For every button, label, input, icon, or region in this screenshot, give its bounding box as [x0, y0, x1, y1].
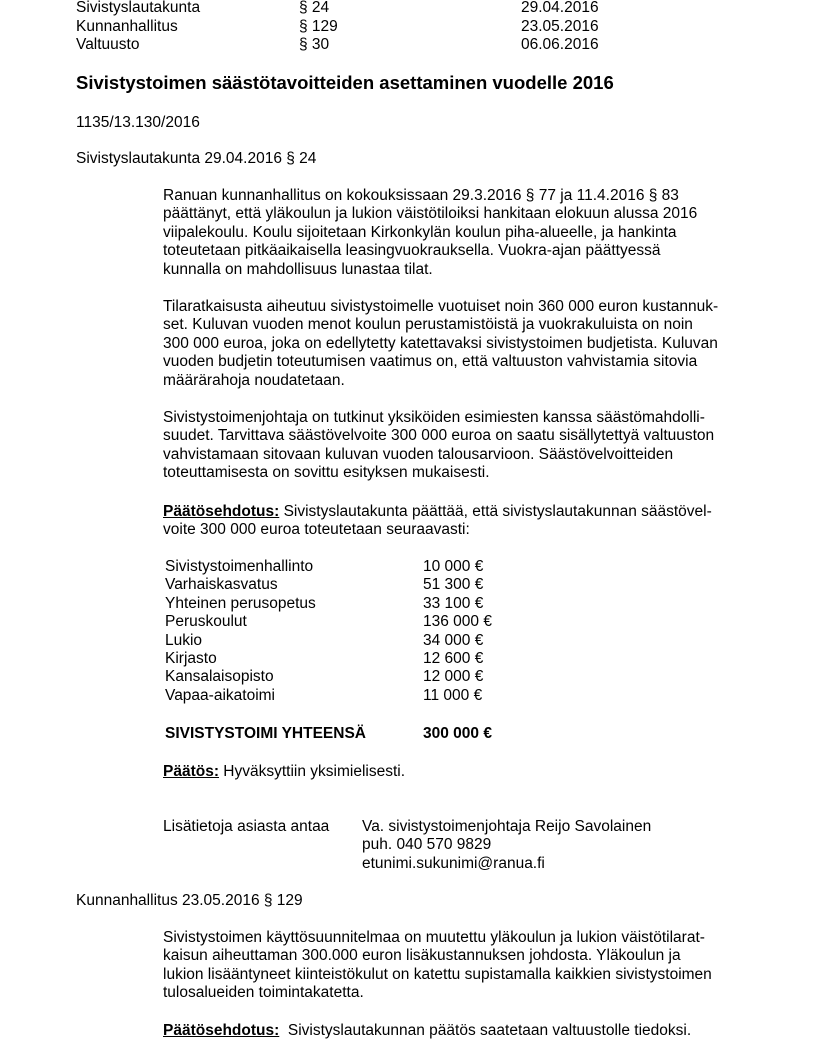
contact-label: Lisätietoja asiasta antaa	[163, 818, 330, 835]
decision: Päätös: Hyväksyttiin yksimielisesti.	[163, 763, 406, 780]
decision-label: Päätös:	[163, 763, 219, 780]
document-title: Sivistystoimen säästötavoitteiden asettaminen vuodelle 2016	[76, 72, 614, 93]
header-body: Sivistyslautakunta	[76, 0, 201, 16]
contact-name: Va. sivistystoimenjohtaja Reijo Savolainen	[362, 818, 652, 835]
reference-number: 1135/13.130/2016	[76, 114, 200, 131]
header-body: Valtuusto	[76, 36, 140, 53]
budget-row: Sivistystoimenhallinto 10 000 €	[165, 558, 484, 575]
header-body: Kunnanhallitus	[76, 17, 178, 35]
header-date: 23.05.2016	[521, 17, 599, 35]
paragraph-background: Ranuan kunnanhallitus on kokouksissaan 29.3.2016 § 77 ja 11.4.2016 § 83 päättänyt, että yläkoulun ja lukion väistötiloiksi hankitaan elokuun alussa 2016 viipalekoulu. Koulu sijoitetaan Kirkonkylän koulun piha-alueelle, ja hankinta toteutetaan pitkäaikaisella leasingvuokrauksella. Vuokra-ajan päättyessä kunnalla on mahdollisuus lunastaa tilat.	[163, 187, 698, 278]
budget-row: Varhaiskasvatus 51 300 €	[165, 576, 484, 594]
budget-total-amount: 300 000 €	[423, 725, 492, 742]
meeting-heading-sivistyslautakunta: Sivistyslautakunta 29.04.2016 § 24	[76, 150, 317, 167]
budget-row: Kirjasto 12 600 €	[165, 649, 484, 667]
contact-phone: puh. 040 570 9829	[362, 836, 492, 854]
budget-table	[165, 558, 505, 705]
header-row	[76, 0, 776, 17]
budget-row: Vapaa-aikatoimi 11 000 €	[165, 686, 483, 704]
decision-proposal: Päätösehdotus: Sivistyslautakunta päättää, että sivistyslautakunnan säästövel- voite 300 000 euroa toteutetaan seuraavasti:	[163, 503, 712, 539]
header-date: 06.06.2016	[521, 36, 599, 53]
header-date: 29.04.2016	[521, 0, 599, 16]
budget-row: Kansalaisopisto 12 000 €	[165, 668, 484, 686]
header-row	[76, 18, 776, 36]
contact-email: etunimi.sukunimi@ranua.fi	[362, 854, 545, 872]
budget-total	[165, 725, 505, 743]
header-row	[76, 36, 776, 54]
paragraph-savings: Sivistystoimenjohtaja on tutkinut yksiköiden esimiesten kanssa säästömahdolli- suudet. Tarvittava säästövelvoite 300 000 euroa on saatu sisällytettyä valtuuston vahvistamaan sitovaan kuluvan vuoden talousarvioon. Säästövelvoitteiden toteuttamisesta on sovittu esityksen mukaisesti.	[163, 409, 715, 482]
header-section: § 129	[299, 17, 338, 35]
budget-row: Lukio 34 000 €	[165, 631, 484, 649]
budget-total-label: SIVISTYSTOIMI YHTEENSÄ	[165, 725, 366, 742]
budget-row: Yhteinen perusopetus 33 100 €	[165, 594, 484, 612]
header-section: § 30	[299, 36, 330, 53]
budget-row: Peruskoulut 136 000 €	[165, 613, 492, 631]
decision-proposal-2: Päätösehdotus: Sivistyslautakunnan päätös saatetaan valtuustolle tiedoksi.	[163, 1022, 692, 1039]
paragraph-costs: Tilaratkaisusta aiheutuu sivistystoimelle vuotuiset noin 360 000 euron kustannuk- set. Kuluvan vuoden menot koulun perustamistöistä ja vuokrakuluista on noin 300 000 euroa, joka on edellytetty katettavaksi sivistystoimen budjetista. Kuluvan vuoden budjetin toteutumisen vaatimus on, että valtuuston vahvistamia sitovia määrärahoja noudatetaan.	[163, 298, 719, 389]
proposal-label: Päätösehdotus:	[163, 503, 280, 520]
proposal-label: Päätösehdotus:	[163, 1022, 280, 1039]
paragraph-budget-change: Sivistystoimen käyttösuunnitelmaa on muutettu yläkoulun ja lukion väistötilarat- kaisun aiheuttaman 300.000 euron lisäkustannuksen johdosta. Yläkoulun ja lukion lisääntyneet kiinteistökulut on katettu supistamalla kaikkien sivistystoimen tulosalueiden toimintakatetta.	[163, 929, 712, 1002]
header-section: § 24	[299, 0, 330, 16]
meeting-heading-kunnanhallitus: Kunnanhallitus 23.05.2016 § 129	[76, 892, 303, 909]
